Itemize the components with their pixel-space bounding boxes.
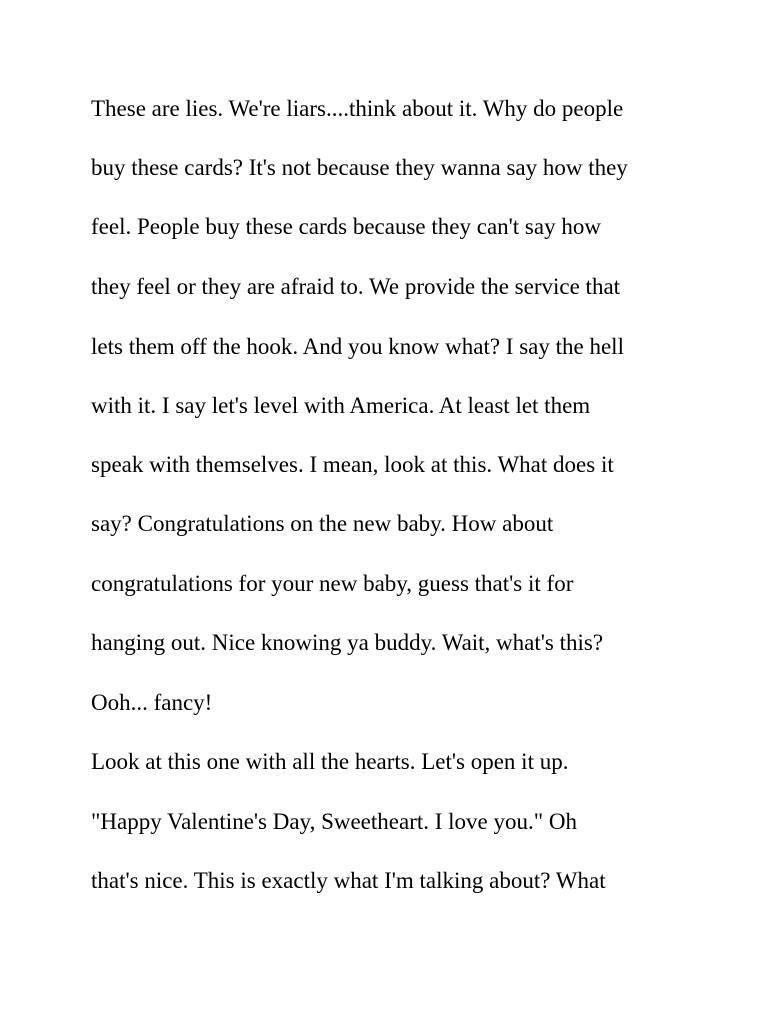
text-line-1: These are lies. We're liars....think about it. Why do people: [91, 96, 624, 121]
text-line-14: that's nice. This is exactly what I'm talking about? What: [91, 868, 606, 893]
text-line-13: "Happy Valentine's Day, Sweetheart. I love you." Oh: [91, 809, 577, 834]
text-line-6: with it. I say let's level with America. At least let them: [91, 393, 591, 418]
text-line-2: buy these cards? It's not because they wanna say how they: [91, 155, 628, 180]
text-line-4: they feel or they are afraid to. We provide the service that: [91, 274, 621, 299]
text-line-8: say? Congratulations on the new baby. How about: [91, 511, 554, 536]
text-line-10: hanging out. Nice knowing ya buddy. Wait, what's this?: [91, 630, 604, 655]
text-line-12: Look at this one with all the hearts. Let's open it up.: [91, 749, 569, 774]
text-line-9: congratulations for your new baby, guess that's it for: [91, 571, 574, 596]
text-line-11: Ooh... fancy!: [91, 690, 213, 715]
text-line-3: feel. People buy these cards because they can't say how: [91, 214, 601, 239]
text-line-5: lets them off the hook. And you know what? I say the hell: [91, 334, 624, 359]
text-line-7: speak with themselves. I mean, look at this. What does it: [91, 452, 614, 477]
